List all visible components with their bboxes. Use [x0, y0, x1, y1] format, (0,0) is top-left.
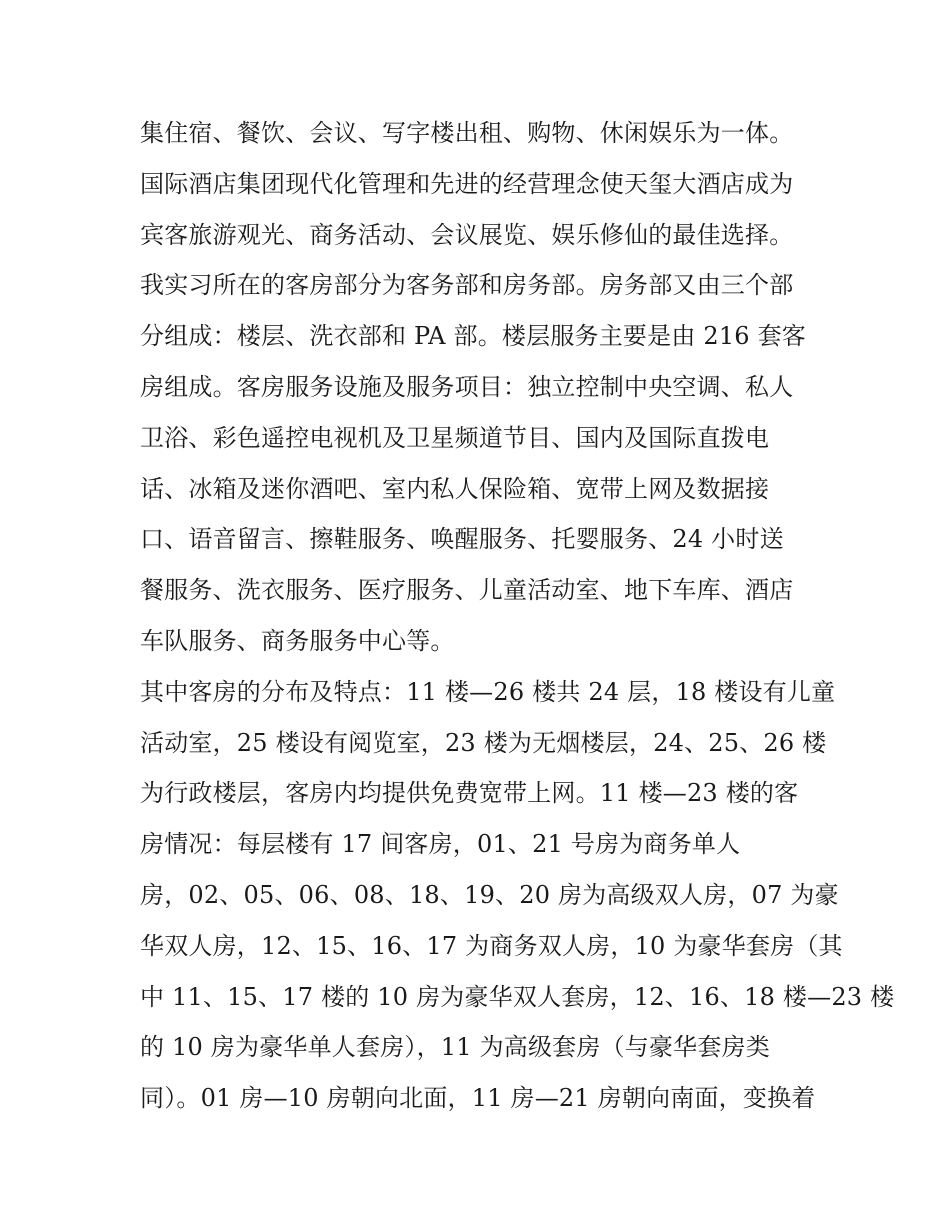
- text-line: 国际酒店集团现代化管理和先进的经营理念使天玺大酒店成为: [140, 169, 794, 198]
- text-line: 房，02、05、06、08、18、19、20 房为高级双人房，07 为豪: [140, 880, 839, 909]
- text-line: 的 10 房为豪华单人套房），11 为高级套房（与豪华套房类: [140, 1033, 770, 1062]
- text-line: 话、冰箱及迷你酒吧、室内私人保险箱、宽带上网及数据接: [140, 474, 770, 503]
- text-line: 口、语音留言、擦鞋服务、唤醒服务、托婴服务、24 小时送: [140, 525, 784, 554]
- text-line: 同）。01 房—10 房朝向北面，11 房—21 房朝向南面，变换着: [140, 1084, 816, 1113]
- text-line: 华双人房，12、15、16、17 为商务双人房，10 为豪华套房（其: [140, 931, 843, 960]
- text-line: 中 11、15、17 楼的 10 房为豪华双人套房，12、16、18 楼—23 楼: [140, 982, 895, 1011]
- body-text: [140, 108, 895, 1124]
- text-line: 房情况：每层楼有 17 间客房，01、21 号房为商务单人: [140, 830, 741, 859]
- text-line: 餐服务、洗衣服务、医疗服务、儿童活动室、地下车库、酒店: [140, 576, 794, 605]
- text-line: 其中客房的分布及特点：11 楼—26 楼共 24 层，18 楼设有儿童: [140, 677, 836, 706]
- text-line: 宾客旅游观光、商务活动、会议展览、娱乐修仙的最佳选择。: [140, 220, 794, 249]
- text-line: 我实习所在的客房部分为客务部和房务部。房务部又由三个部: [140, 271, 794, 300]
- text-line: 为行政楼层，客房内均提供免费宽带上网。11 楼—23 楼的客: [140, 779, 799, 808]
- text-line: 房组成。客房服务设施及服务项目：独立控制中央空调、私人: [140, 372, 794, 401]
- text-line: 集住宿、餐饮、会议、写字楼出租、购物、休闲娱乐为一体。: [140, 119, 794, 147]
- text-line: 卫浴、彩色遥控电视机及卫星频道节目、国内及国际直拨电: [140, 423, 770, 452]
- text-line: 分组成：楼层、洗衣部和 PA 部。楼层服务主要是由 216 套客: [140, 322, 806, 351]
- text-line: 车队服务、商务服务中心等。: [140, 626, 455, 655]
- text-line: 活动室，25 楼设有阅览室，23 楼为无烟楼层，24、25、26 楼: [140, 728, 827, 757]
